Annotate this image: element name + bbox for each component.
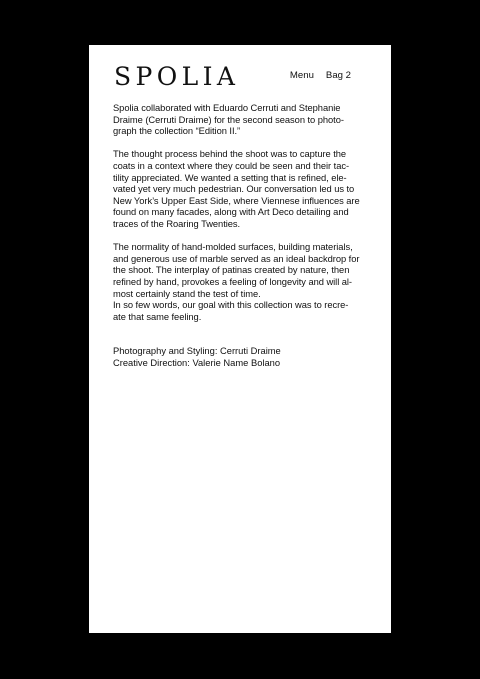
header [113,63,369,103]
top-nav [290,70,351,82]
credit-photography: Photography and Styling: Cerruti Draime [113,346,281,357]
bag-link[interactable]: Bag 2 [325,70,351,81]
paragraph-intro: Spolia collaborated with Eduardo Cerruti and Stephanie Draime (Cerruti Draime) for the second season to photo- graph the collection “Edition II.” [113,103,344,137]
paragraph-process: The thought process behind the shoot was to capture the coats in a context where they could be seen and their tac- tility appreciated. We wanted a setting that is refined, ele- vated yet very much pedestrian. Our conversation led us to New York’s Upper East Side, where Viennese influences are found on many facades, along with Art Deco detailing and traces of the Roaring Twenties. [113,149,360,229]
paragraph-materials: The normality of hand-molded surfaces, building materials, and generous use of marble served as an ideal backdrop for the shoot. The interplay of patinas created by nature, then refined by hand, provokes a feeling of longevity and will al- most certainly stand the test of time. [113,242,360,299]
article-body [113,103,369,323]
credit-creative-direction: Creative Direction: Valerie Name Bolano [113,357,281,368]
credits [113,346,369,369]
page-panel [89,45,391,633]
menu-link[interactable]: Menu [289,70,314,81]
paragraph-goal: In so few words, our goal with this collection was to recre- ate that same feeling. [113,300,349,322]
brand-logo[interactable]: SPOLIA [114,62,240,91]
